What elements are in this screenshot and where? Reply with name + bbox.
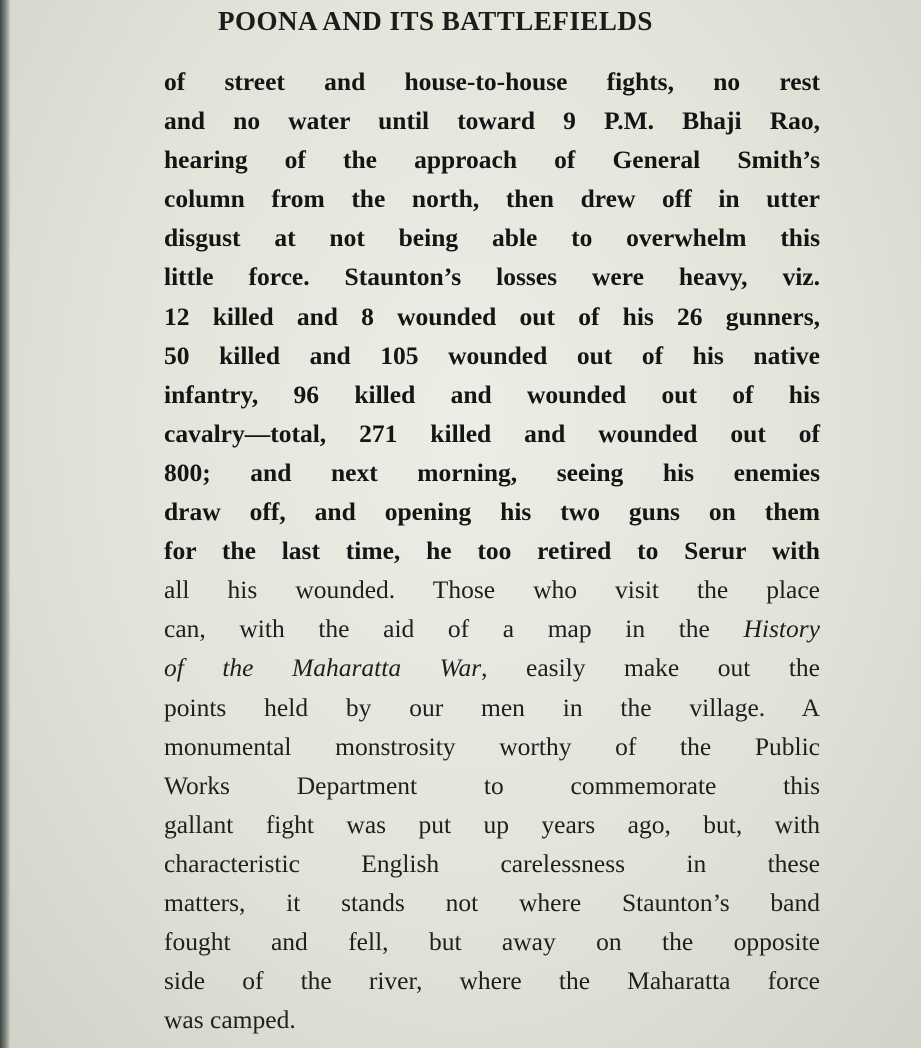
italic-book-title: of the Maharatta War	[164, 653, 482, 683]
text-line: column from the north, then drew off in utter	[164, 184, 820, 214]
text-line: 50 killed and 105 wounded out of his native	[164, 340, 820, 370]
text-line: Works Department to commemorate this	[164, 770, 820, 800]
text-line: hearing of the approach of General Smith’s	[164, 145, 820, 175]
text-line: characteristic English carelessness in these	[164, 848, 820, 878]
text-line: points held by our men in the village. A	[164, 692, 820, 722]
italic-book-title: History	[743, 614, 820, 644]
text-line: little force. Staunton’s losses were heavy, viz.	[164, 262, 820, 292]
text-line: of street and house-to-house fights, no rest	[164, 67, 820, 96]
text-line: 800; and next morning, seeing his enemies	[164, 457, 820, 487]
book-page	[10, 0, 921, 1048]
running-head: POONA AND ITS BATTLEFIELDS	[218, 6, 653, 36]
text-line: and no water until toward 9 P.M. Bhaji Rao,	[164, 106, 820, 136]
text-line: draw off, and opening his two guns on them	[164, 497, 820, 527]
text-segment: , easily make out the	[481, 653, 820, 683]
text-line: 12 killed and 8 wounded out of his 26 gunners,	[164, 301, 820, 331]
text-segment: can, with the aid of a map in the	[164, 614, 744, 644]
text-line	[164, 609, 820, 648]
text-line: matters, it stands not where Staunton’s band	[164, 887, 820, 917]
text-line: infantry, 96 killed and wounded out of his	[164, 379, 820, 409]
text-line: for the last time, he too retired to Serur with	[164, 536, 820, 566]
text-line: side of the river, where the Maharatta force	[164, 966, 820, 996]
book-gutter-edge	[0, 0, 10, 1048]
text-line: all his wounded. Those who visit the place	[164, 575, 820, 605]
text-line: monumental monstrosity worthy of the Public	[164, 731, 820, 761]
text-line: cavalry—total, 271 killed and wounded out of	[164, 418, 820, 448]
text-line: disgust at not being able to overwhelm this	[164, 223, 820, 253]
text-line: gallant fight was put up years ago, but, with	[164, 809, 820, 839]
text-line: was camped.	[164, 1005, 296, 1035]
text-line: fought and fell, but away on the opposite	[164, 927, 820, 957]
text-line	[164, 648, 820, 687]
body-text	[164, 62, 820, 1039]
